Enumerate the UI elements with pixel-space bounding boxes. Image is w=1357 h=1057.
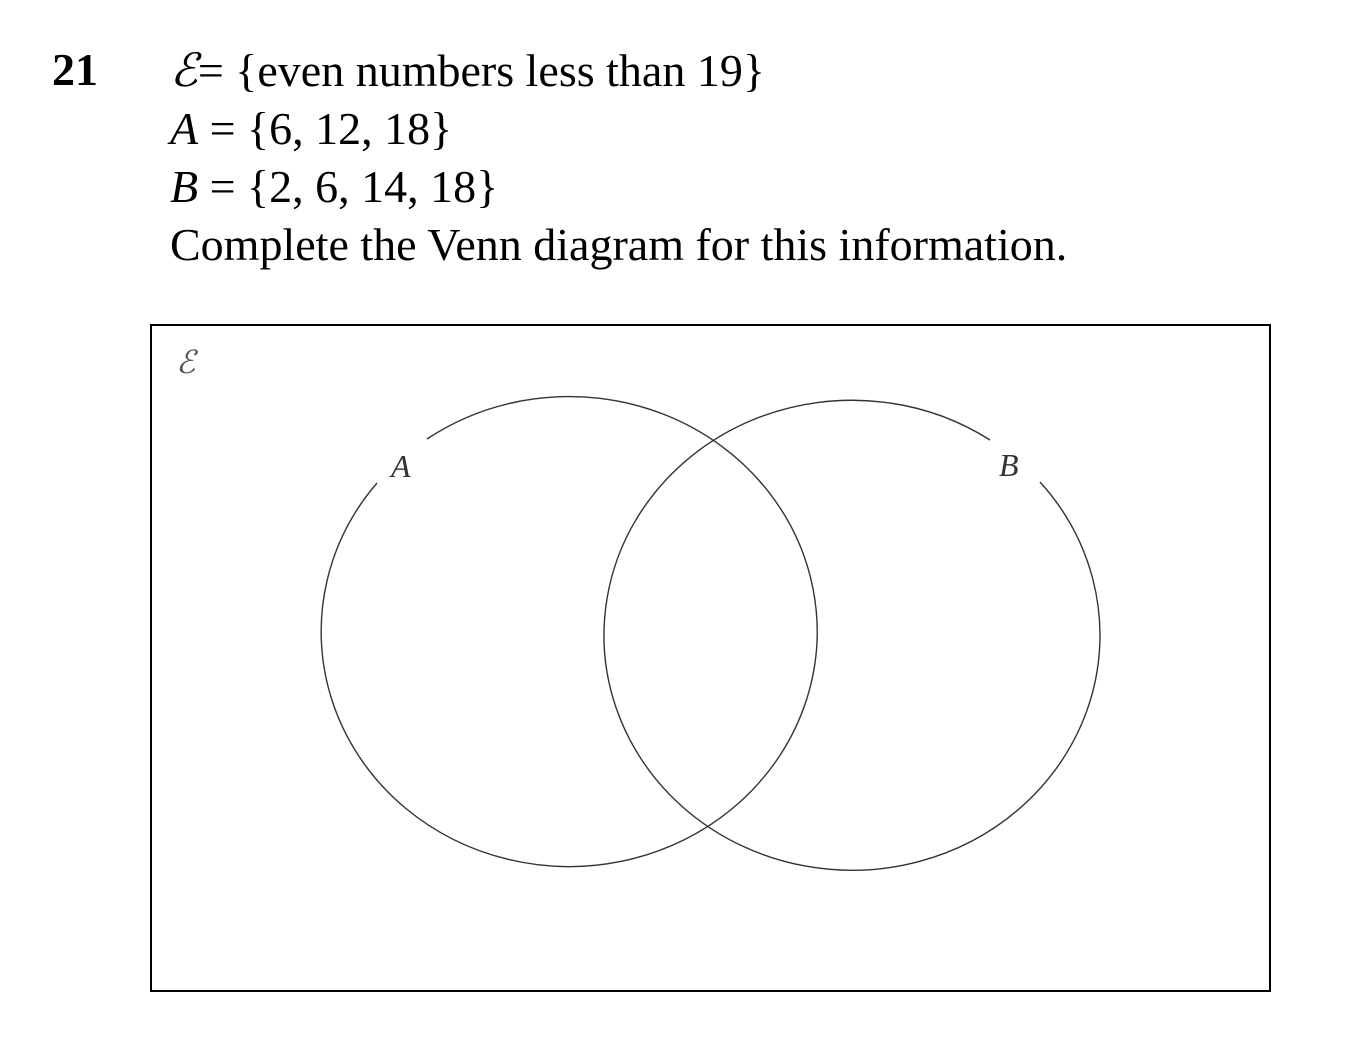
universal-set-symbol: ℰ — [170, 43, 198, 97]
set-b-symbol: B — [170, 161, 199, 212]
set-b-definition: = {2, 6, 14, 18} — [198, 161, 499, 212]
circle-b[interactable] — [604, 400, 1100, 870]
universal-set-box — [151, 325, 1270, 991]
universal-set-definition: = {even numbers less than 19} — [197, 45, 765, 96]
circle-a-label: A — [391, 448, 411, 484]
universal-set-label: ℰ — [176, 343, 196, 381]
set-a-definition: = {6, 12, 18} — [198, 103, 453, 154]
set-a-symbol: A — [170, 103, 199, 154]
question-number: 21 — [52, 44, 98, 95]
instruction-text: Complete the Venn diagram for this information. — [170, 219, 1068, 270]
circle-b-label: B — [999, 447, 1019, 483]
